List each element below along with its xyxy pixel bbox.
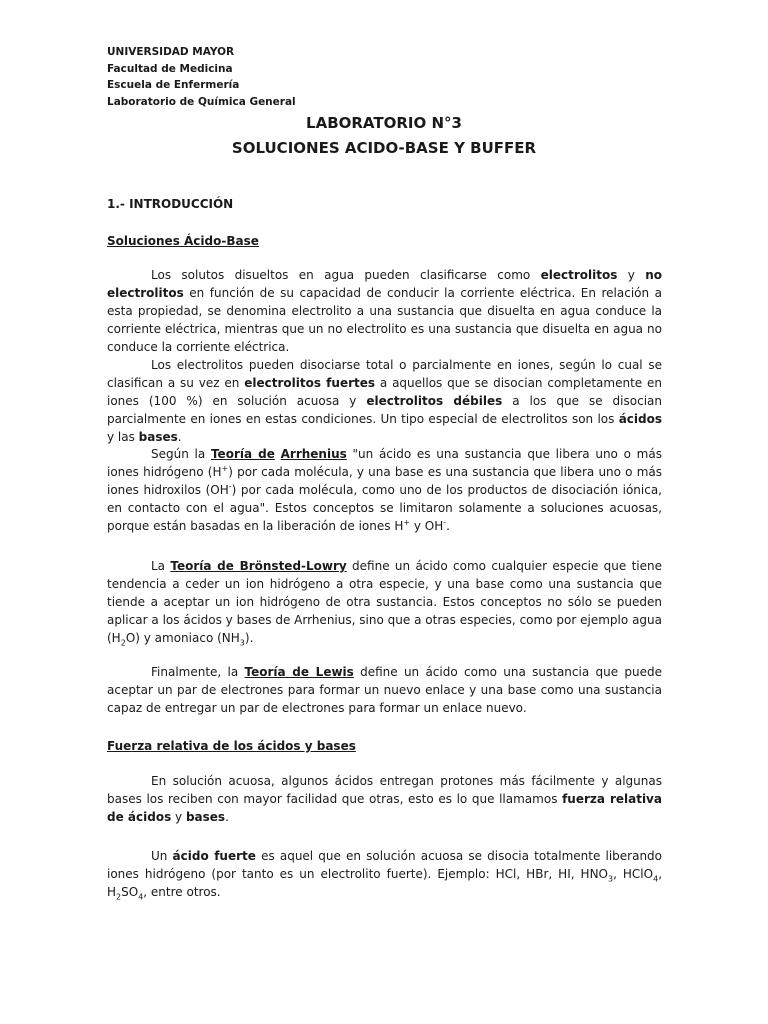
paragraph-strong-acid: Un ácido fuerte es aquel que en solución acuosa se disocia totalmente liberando iones hidrógeno (por tanto es un electrolito fuerte). Ejemplo: HCl, HBr, HI, $HNO_3$, HClO$_4$, $H_2SO_4$, entre otros. (107, 849, 663, 902)
paragraph-strong-weak: Los electrolitos pueden disociarse total o parcialmente en iones, según lo cual se clasifican a su vez en electrolitos fuertes a aquellos que se disocian completamente en iones (100 %) en solución acuosa y electrolitos débiles a los que se disocian parcialmente en iones en estas condiciones. Un tipo especial de electrolitos son los ácidos y las bases. (107, 358, 662, 444)
section-heading: 1.- INTRODUCCIÓN (107, 197, 234, 211)
paragraph-electrolytes: Los solutos disueltos en agua pueden clasificarse como electrolitos y no electrolitos en función de su capacidad de conducir la corriente eléctrica. En relación a esta propiedad, se denomina electrolito a una sustancia que disuelta en agua conduce la corriente eléctrica, mientras que un no electrolito es una sustancia que disuelta en agua no conduce la corriente eléctrica. (107, 268, 662, 354)
faculty-name: Facultad de Medicina (107, 62, 233, 75)
document-subtitle: SOLUCIONES ACIDO-BASE Y BUFFER (231, 139, 537, 157)
subsection-heading-acid-base: Soluciones Ácido-Base (107, 234, 259, 248)
paragraph-arrhenius: Según la Teoría de Arrhenius "un ácido es una sustancia que libera uno o más iones hidrógeno (H+) por cada molécula, y una base es una sustancia que libera uno o más iones hidroxilos (OH-) por cada molécula, como uno de los productos de disociación iónica, en contacto con el agua". Estos conceptos se limitaron solamente a soluciones acuosas, porque están basadas en la liberación de iones H+ y OH-. (107, 447, 663, 533)
paragraph-lewis: Finalmente, la Teoría de Lewis define un ácido como una sustancia que puede aceptar un par de electrones para formar un nuevo enlace y una base como una sustancia capaz de entregar un par de electrones para formar un enlace nuevo. (107, 665, 662, 715)
lab-name: Laboratorio de Química General (107, 95, 296, 108)
document-title: LABORATORIO N°3 (306, 114, 462, 132)
paragraph-relative-strength: En solución acuosa, algunos ácidos entregan protones más fácilmente y algunas bases los reciben con mayor facilidad que otras, esto es lo que llamamos fuerza relativa de ácidos y bases. (107, 774, 662, 824)
paragraph-bronsted-lowry: La Teoría de Brönsted-Lowry define un ácido como cualquier especie que tiene tendencia a ceder un ion hidrógeno a otra especie, y una base como una sustancia que tiende a aceptar un ion hidrógeno de otra sustancia. Estos conceptos no sólo se pueden aplicar a los ácidos y bases de Arrhenius, sino que a otras especies, como por ejemplo agua $(H_2O)$ y amoniaco $(NH_3)$. (107, 559, 663, 648)
document-header (107, 44, 296, 110)
subsection-heading-relative-strength: Fuerza relativa de los ácidos y bases (107, 739, 356, 753)
university-name: UNIVERSIDAD MAYOR (107, 46, 235, 58)
school-name: Escuela de Enfermería (107, 79, 240, 91)
